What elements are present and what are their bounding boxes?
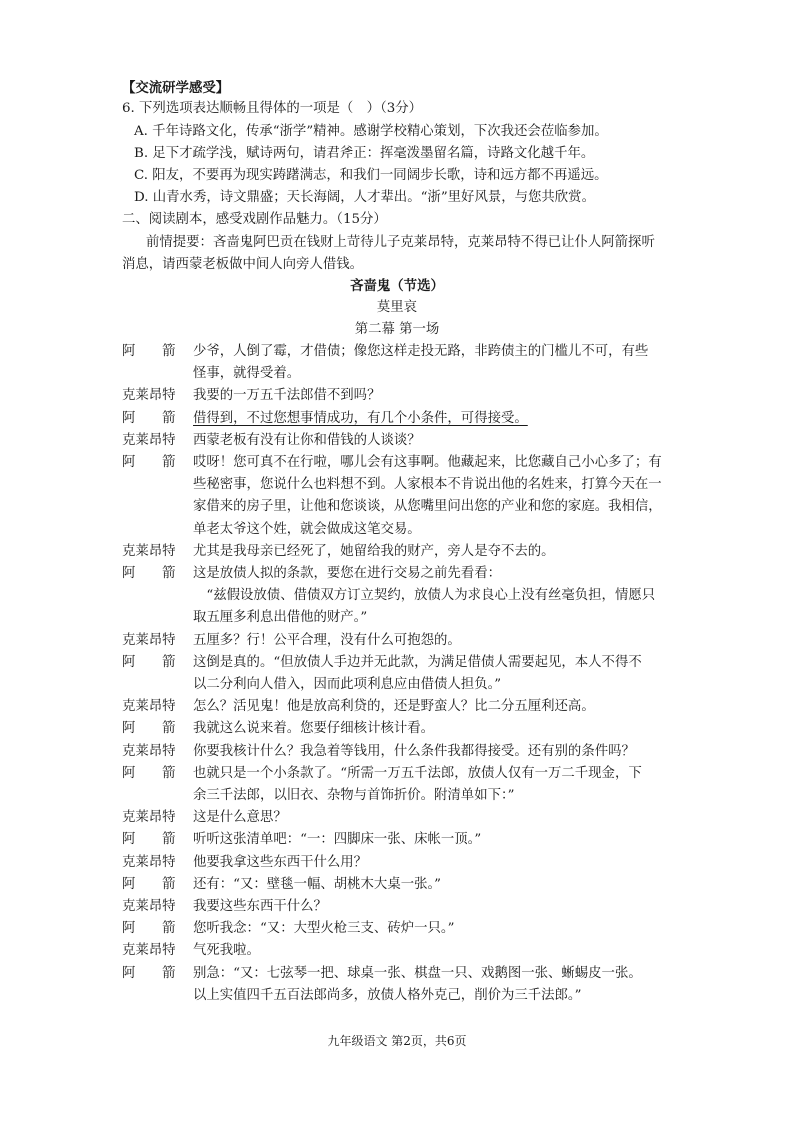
dialogue-speaker: 克莱昂特 [122,743,176,759]
dialogue-speaker: 阿 箭 [122,965,176,981]
dialogue-line: 我就这么说来着。您要仔细核计核计看。 [193,721,435,737]
dialogue-speaker: 阿 箭 [122,344,176,359]
dialogue-speaker: 克莱昂特 [122,632,176,648]
dialogue-speaker: 阿 箭 [122,566,176,581]
dialogue-speaker: 克莱昂特 [122,899,176,914]
dialogue-line: 气死我啦。 [193,943,260,959]
play-author: 莫里哀 [376,300,418,315]
dialogue-line: 五厘多？行！公平合理，没有什么可抱怨的。 [193,632,461,648]
dialogue-line: 哎呀！您可真不在行啦，哪儿会有这事啊。他藏起来，比您藏自己小心多了；有 [193,455,662,470]
dialogue-line: “兹假设放债、借债双方订立契约，放债人为求良心上没有丝毫负担，情愿只 [193,588,656,604]
intro-line: 消息，请西蒙老板做中间人向旁人借钱。 [122,257,364,272]
dialogue-line: 怎么？活见鬼！他是放高利贷的，还是野蛮人？比二分五厘利还高。 [193,699,595,715]
play-scene: 第二幕 第一场 [354,322,440,337]
dialogue-speaker: 阿 箭 [122,455,176,470]
dialogue-line: 借得到，不过您想事情成功，有几个小条件，可得接受。 [193,410,528,426]
dialogue-speaker: 阿 箭 [122,765,176,781]
dialogue-speaker: 克莱昂特 [122,943,176,959]
intro-line: 前情提要：吝啬鬼阿巴贡在钱财上苛待儿子克莱昂特，克莱昂特不得已让仆人阿箭探听 [146,235,655,250]
dialogue-speaker: 阿 箭 [122,410,176,426]
dialogue-speaker: 阿 箭 [122,876,176,892]
dialogue-line: 别急：“又：七弦琴一把、球桌一张、棋盘一只、戏鹅图一张、蜥蜴皮一张。 [193,965,642,981]
dialogue-line: 尤其是我母亲已经死了，她留给我的财产，旁人是夺不去的。 [193,543,555,559]
dialogue-line: 这是什么意思？ [193,810,287,826]
dialogue-line: 他要我拿这些东西干什么用？ [193,854,368,870]
dialogue-speaker: 克莱昂特 [122,432,176,448]
dialogue-line: 还有：“又：壁毯一幅、胡桃木大桌一张。” [193,876,442,892]
dialogue-line: 少爷，人倒了霉，才借债；像您这样走投无路，非跨债主的门槛儿不可，有些 [193,344,649,359]
dialogue-speaker: 克莱昂特 [122,388,176,404]
dialogue-speaker: 阿 箭 [122,721,176,737]
dialogue-line: 您听我念：“又：大型火枪三支、砖炉一只。” [193,921,455,937]
dialogue-speaker: 克莱昂特 [122,543,176,559]
dialogue-line: 以二分利向人借入，因而此项利息应由借债人担负。” [193,677,502,692]
dialogue-speaker: 克莱昂特 [122,854,176,870]
dialogue-line: 怪事，就得受着。 [193,366,301,382]
dialogue-speaker: 阿 箭 [122,654,176,670]
dialogue-line: 单老太爷这个姓，就会做成这笔交易。 [193,521,421,537]
dialogue-speaker: 阿 箭 [122,832,176,848]
part-2-heading: 二、阅读剧本，感受戏剧作品魅力。（15分） [122,212,387,227]
dialogue-line: 这是放债人拟的条款，要您在进行交易之前先看看： [193,566,501,581]
dialogue-line: 这倒是真的。“但放债人手边并无此款，为满足借债人需要起见，本人不得不 [193,654,642,670]
page-footer: 九年级语文 第2页，共6页 [327,1034,467,1048]
dialogue-line: 余三千法郎，以旧衣、杂物与首饰折价。附清单如下：” [193,788,515,803]
section-header: 【交流研学感受】 [122,80,230,96]
dialogue-line: 家借来的房子里，让他和您谈谈，从您嘴里问出您的产业和您的家庭。我相信， [193,499,662,515]
dialogue-speaker: 克莱昂特 [122,810,176,826]
dialogue-line: 以上实值四千五百法郎尚多，放债人格外克己，削价为三千法郎。” [193,987,582,1003]
dialogue-speaker: 阿 箭 [122,921,176,937]
dialogue-line: 我要这些东西干什么？ [193,899,327,914]
dialogue-line: 听听这张清单吧：“一：四脚床一张、床帐一顶。” [193,832,482,848]
dialogue-speaker: 克莱昂特 [122,699,176,715]
play-title: 吝啬鬼（节选） [350,278,444,294]
dialogue-line: 你要我核计什么？我急着等钱用，什么条件我都得接受。还有别的条件吗？ [193,743,635,759]
dialogue-line: 也就只是一个小条款了。“所需一万五千法郎，放债人仅有一万二千现金，下 [193,765,642,781]
dialogue-line: 取五厘多利息出借他的财产。” [193,610,368,626]
dialogue-line: 我要的一万五千法郎借不到吗？ [193,388,381,404]
question-6-stem: 6. 下列选项表达顺畅且得体的一项是（ ）（3分） [122,101,423,116]
question-6-option-a: A. 千年诗路文化，传承“浙学”精神。感谢学校精心策划，下次我还会莅临参加。 [134,124,608,139]
dialogue-line: 些秘密事，您说什么也料想不到。人家根本不肯说出他的名姓来，打算今天在一 [193,477,662,493]
question-6-option-b: B. 足下才疏学浅，赋诗两句，请君斧正：挥毫泼墨留名篇，诗路文化越千年。 [134,146,595,161]
dialogue-line: 西蒙老板有没有让你和借钱的人谈谈？ [193,432,421,448]
question-6-option-c: C. 阳友，不要再为现实踌躇满志，和我们一同阔步长歌，诗和远方都不再遥远。 [134,168,608,183]
question-6-option-d: D. 山青水秀，诗文鼎盛；天长海阔，人才辈出。“浙”里好风景，与您共欣赏。 [134,190,595,205]
